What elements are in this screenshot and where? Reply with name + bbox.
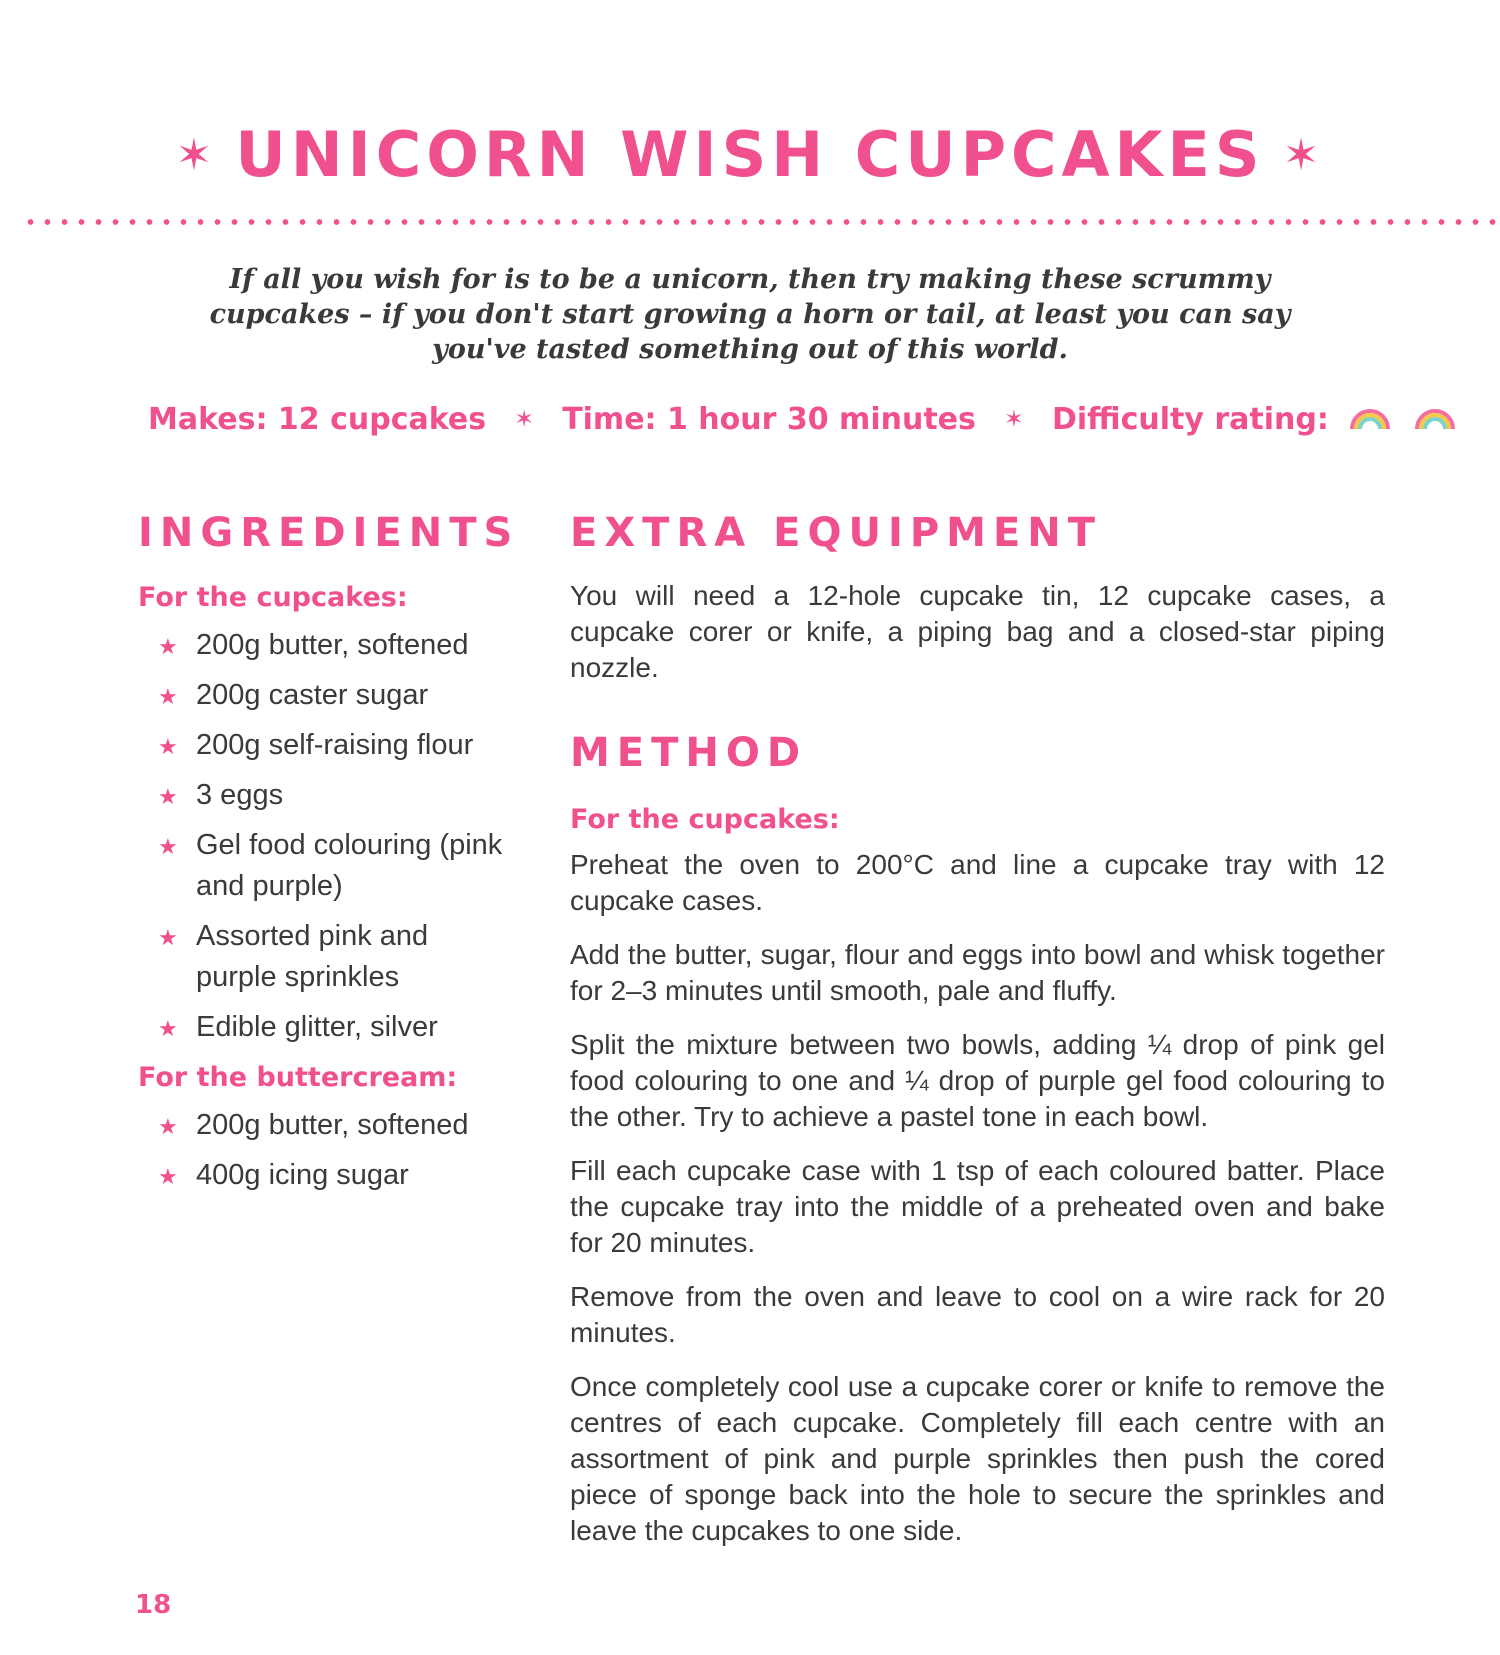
list-item: ★ 3 eggs: [138, 775, 508, 816]
method-step: Add the butter, sugar, flour and eggs into bowl and whisk together for 2–3 minutes until smooth, pale and fluffy.: [570, 939, 1385, 1006]
list-item: ★ 200g caster sugar: [138, 675, 508, 716]
star-bullet-icon: ★: [158, 1016, 178, 1041]
page-title: [0, 118, 1500, 191]
ingredients-heading: INGREDIENTS: [138, 510, 520, 556]
list-item: ★ 200g butter, softened: [138, 625, 508, 666]
method-step: Fill each cupcake case with 1 tsp of each coloured batter. Place the cupcake tray into the middle of a preheated oven and bake for 20 minutes.: [570, 1155, 1385, 1258]
star-bullet-icon: ★: [158, 1164, 178, 1189]
cupcake-ingredients-list: [138, 625, 508, 1048]
page-number: 18: [135, 1590, 172, 1620]
equipment-text: You will need a 12-hole cupcake tin, 12 cupcake cases, a cupcake corer or knife, a piping bag and a closed-star piping nozzle.: [570, 580, 1385, 683]
cupcakes-subheading: For the cupcakes:: [138, 582, 408, 613]
method-step: Preheat the oven to 200°C and line a cupcake tray with 12 cupcake cases.: [570, 849, 1385, 916]
star-bullet-icon: ★: [158, 734, 178, 759]
star-bullet-icon: ★: [158, 784, 178, 809]
method-step: Once completely cool use a cupcake corer or knife to remove the centres of each cupcake. Completely fill each centre with an assortment of pink and purple sprinkles then push the cored piece of sponge back into the hole to secure the sprinkles and leave the cupcakes to one side.: [570, 1371, 1385, 1546]
method-heading: METHOD: [570, 730, 808, 776]
star-bullet-icon: ★: [158, 834, 178, 859]
buttercream-ingredients-list: [138, 1105, 508, 1196]
star-icon: ✶: [514, 405, 535, 433]
intro-text: If all you wish for is to be a unicorn, then try making these scrummy cupcakes – if you don't start growing a horn or tail, at least you can say you've tasted something out of this world.: [209, 264, 1291, 365]
method-subheading: For the cupcakes:: [570, 804, 840, 835]
rainbow-icon: [1347, 405, 1393, 431]
list-item: ★ 200g self-raising flour: [138, 725, 508, 766]
star-bullet-icon: ★: [158, 1114, 178, 1139]
star-icon: ✶: [175, 130, 218, 181]
title-text: UNICORN WISH CUPCAKES: [235, 118, 1265, 191]
star-bullet-icon: ★: [158, 634, 178, 659]
dotted-divider: [22, 218, 1500, 226]
star-icon: ✶: [1003, 405, 1024, 433]
time-label: Time: 1 hour 30 minutes: [562, 402, 976, 437]
recipe-meta: [148, 402, 1388, 437]
list-item: ★ Edible glitter, silver: [138, 1007, 508, 1048]
list-item: ★ Assorted pink and purple sprinkles: [138, 916, 508, 998]
method-step: Split the mixture between two bowls, adding ¼ drop of pink gel food colouring to one and ¼ drop of purple gel food colouring to the other. Try to achieve a pastel tone in each bowl.: [570, 1029, 1385, 1132]
list-item: ★ 200g butter, softened: [138, 1105, 508, 1146]
equipment-heading: EXTRA EQUIPMENT: [570, 510, 1103, 556]
star-icon: ✶: [1282, 130, 1325, 181]
makes-label: Makes: 12 cupcakes: [148, 402, 487, 437]
list-item: ★ 400g icing sugar: [138, 1155, 508, 1196]
star-bullet-icon: ★: [158, 684, 178, 709]
difficulty-label: Difficulty rating:: [1051, 402, 1329, 437]
rainbow-icon: [1412, 405, 1458, 431]
buttercream-subheading: For the buttercream:: [138, 1062, 458, 1093]
list-item: ★ Gel food colouring (pink and purple): [138, 825, 508, 907]
ingredients-section: [138, 510, 520, 1205]
star-bullet-icon: ★: [158, 925, 178, 950]
method-step: Remove from the oven and leave to cool on a wire rack for 20 minutes.: [570, 1281, 1385, 1348]
method-column: [570, 510, 1385, 1567]
